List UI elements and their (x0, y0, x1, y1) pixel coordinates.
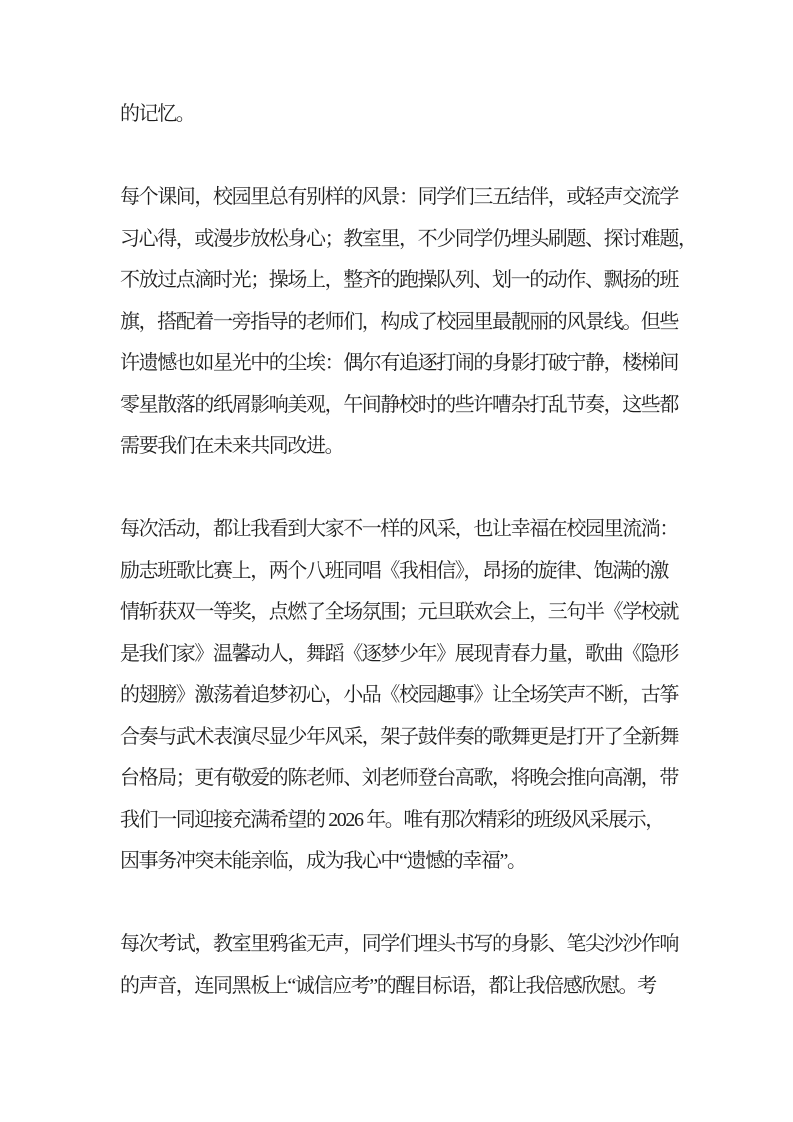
text-line: 励志班歌比赛上，两个八班同唱《我相信》，昂扬的旋律、饱满的激 (120, 559, 668, 582)
text-line: 习心得，或漫步放松身心；教室里，不少同学仍埋头刷题、探讨难题， (120, 227, 697, 250)
text-line: 的翅膀》激荡着追梦初心，小品《校园趣事》让全场笑声不断，古筝 (120, 684, 678, 706)
text-line: 台格局；更有敬爱的陈老师、刘老师登台高歌，将晚会推向高潮，带 (120, 767, 678, 789)
paragraph (120, 177, 697, 468)
document-body (120, 94, 697, 1007)
text-line: 每次考试，教室里鸦雀无声，同学们埋头书写的身影、笔尖沙沙作响 (120, 933, 678, 955)
text-line: 情斩获双一等奖，点燃了全场氛围；元旦联欢会上，三句半《学校就 (120, 601, 678, 623)
text-line: 旗，搭配着一旁指导的老师们，构成了校园里最靓丽的风景线。但些 (120, 310, 678, 333)
text-line: 每个课间，校园里总有别样的风景：同学们三五结伴，或轻声交流学 (120, 186, 678, 208)
paragraph (120, 94, 678, 136)
text-line: 的声音，连同黑板上“诚信应考”的醒目标语，都让我倍感欣慰。考 (120, 974, 656, 997)
text-line: 许遗憾也如星光中的尘埃：偶尔有追逐打闹的身影打破宁静，楼梯间 (120, 352, 678, 374)
text-line: 不放过点滴时光；操场上，整齐的跑操队列、划一的动作、飘扬的班 (120, 269, 678, 291)
paragraph (120, 924, 678, 1007)
text-line: 零星散落的纸屑影响美观，午间静校时的些许嘈杂打乱节奏，这些都 (120, 393, 678, 416)
text-line: 因事务冲突未能亲临，成为我心中“遗憾的幸福”。 (120, 850, 526, 872)
text-line: 每次活动，都让我看到大家不一样的风采，也让幸福在校园里流淌： (120, 518, 678, 540)
text-line: 合奏与武术表演尽显少年风采，架子鼓伴奏的歌舞更是打开了全新舞 (120, 725, 678, 748)
text-line: 的记忆。 (120, 103, 195, 125)
text-line: 我们一同迎接充满希望的 2026 年。唯有那次精彩的班级风采展示， (120, 808, 664, 831)
text-line: 是我们家》温馨动人，舞蹈《逐梦少年》展现青春力量，歌曲《隐形 (120, 642, 678, 665)
text-line: 需要我们在未来共同改进。 (120, 435, 344, 457)
paragraph (120, 509, 678, 883)
